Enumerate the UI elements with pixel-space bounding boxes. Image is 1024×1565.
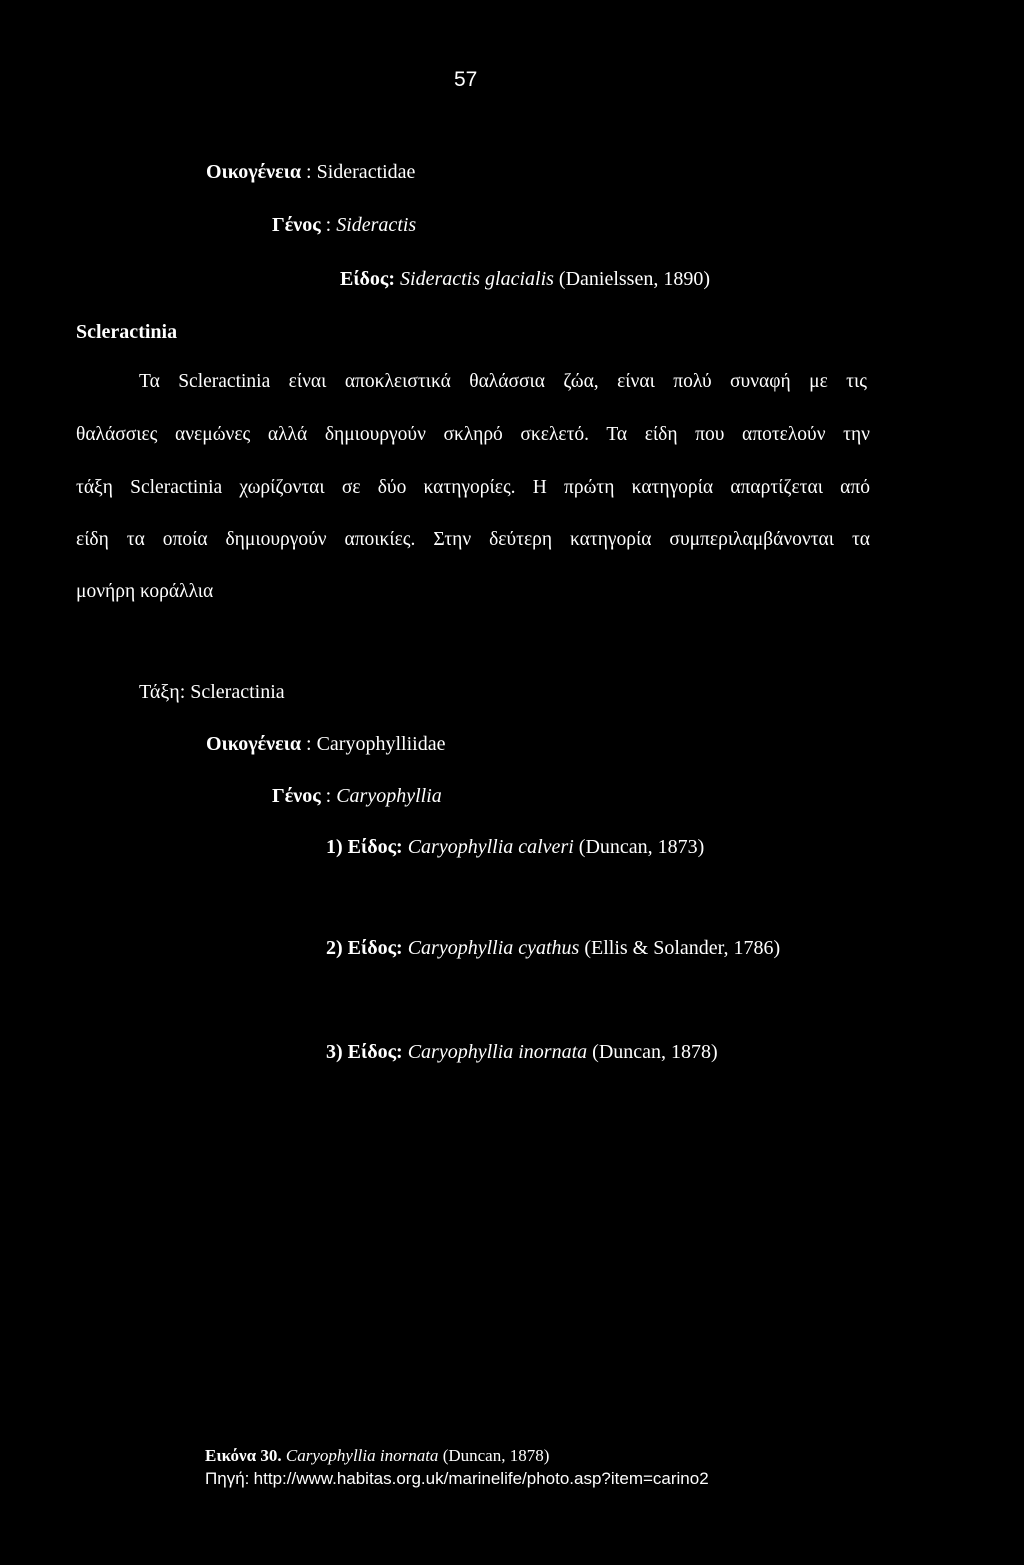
family-label: Οικογένεια [206,161,302,183]
species-label: Είδος: [340,268,396,290]
family-separator: : [301,733,317,755]
species-number: 2) [326,937,343,959]
family-separator: : [301,161,317,183]
genus-caryo-line [272,784,442,808]
species-item [326,936,780,960]
genus-label: Γένος [272,785,321,807]
species-author: (Duncan, 1873) [578,836,705,858]
species-name: Sideractis glacialis [400,268,554,290]
order-line: Τάξη: Scleractinia [139,681,285,703]
figure-label: Εικόνα 30. [205,1446,282,1465]
genus-label: Γένος [272,214,321,236]
species-number: 1) [326,836,343,858]
genus-value: Sideractis [336,214,417,236]
species-number: 3) [326,1041,343,1063]
paragraph-line-2: θαλάσσιες ανεμώνες αλλά δημιουργούν σκληρό σκελετό. Τα είδη που αποτελούν την [76,424,870,445]
paragraph-line-3: τάξη Scleractinia χωρίζονται σε δύο κατηγορίες. Η πρώτη κατηγορία απαρτίζεται από [76,477,870,498]
source-label: Πηγή: [205,1469,250,1488]
species-item [326,1040,718,1064]
genus-separator: : [320,214,337,236]
species-label: Είδος: [347,1041,403,1063]
section-heading: Scleractinia [76,321,178,343]
species-name: Caryophyllia cyathus [407,937,580,959]
species-name: Caryophyllia inornata [407,1041,588,1063]
family-label: Οικογένεια [206,733,302,755]
figure-species-author: (Duncan, 1878) [442,1446,550,1465]
species-author: (Ellis & Solander, 1786) [584,937,781,959]
genus-value: Caryophyllia [336,785,442,807]
species-author: (Danielssen, 1890) [558,268,710,290]
family-siderac-line [206,160,415,184]
species-siderac-line [340,267,710,291]
species-label: Είδος: [347,836,403,858]
species-label: Είδος: [347,937,403,959]
family-caryo-line [206,732,445,756]
paragraph-line-5: μονήρη κοράλλια [76,581,214,602]
paragraph-line-4: είδη τα οποία δημιουργούν αποικίες. Στην δεύτερη κατηγορία συμπεριλαμβάνονται τα [76,529,870,550]
page-number: 57 [454,68,478,91]
species-author: (Duncan, 1878) [592,1041,718,1063]
figure-species-name: Caryophyllia inornata [285,1446,439,1465]
figure-caption-source [205,1469,709,1489]
family-value: Sideractidae [316,161,416,183]
species-name: Caryophyllia calveri [407,836,574,858]
family-value: Caryophylliidae [316,733,446,755]
figure-caption-title [205,1446,549,1466]
genus-siderac-line [272,213,416,237]
paragraph-line-1: Τα Scleractinia είναι αποκλειστικά θαλάσσια ζώα, είναι πολύ συναφή με τις [139,371,867,392]
source-url[interactable]: http://www.habitas.org.uk/marinelife/photo.asp?item=carino2 [253,1469,709,1488]
genus-separator: : [320,785,337,807]
species-item [326,835,704,859]
